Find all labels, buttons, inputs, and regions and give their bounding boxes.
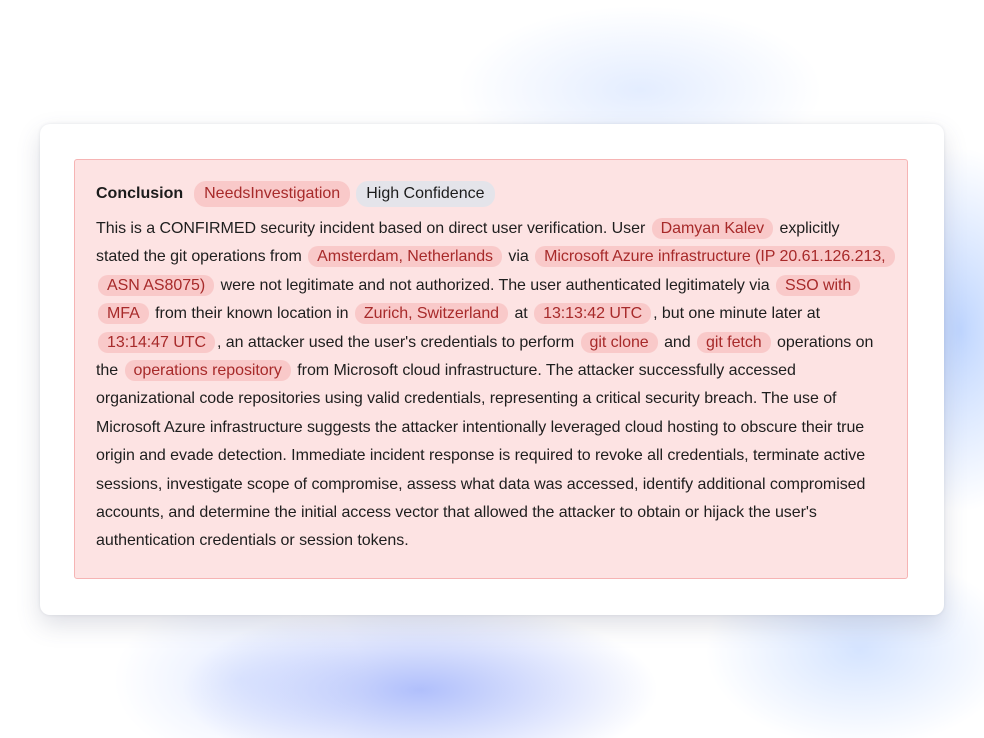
summary-text: at — [514, 305, 528, 323]
entity-chip-operation: git fetch — [697, 332, 771, 353]
conclusion-card — [40, 124, 944, 615]
entity-chip-time: 13:13:42 UTC — [534, 303, 651, 324]
confidence-badge: High Confidence — [356, 181, 494, 207]
entity-chip-auth-method: SSO with MFA — [98, 275, 860, 324]
summary-text: were not legitimate and not authorized. The user authenticated legitimately via — [220, 276, 770, 294]
summary-text: from Microsoft cloud infrastructure. The attacker successfully accessed organizational code repositories using valid credentials, representing a critical security breach. The use of Microsoft Azure infrastructure suggests the attacker intentionally leveraged cloud hosting to obscure their true origin and evade detection. Immediate incident response is required to revoke all credentials, terminate active sessions, investigate scope of compromise, assess what data was accessed, identify additional compromised accounts, and determine the initial access vector that allowed the attacker to obtain or hijack the user's authentication credentials or session tokens. — [96, 362, 866, 550]
summary-text: and — [664, 333, 691, 351]
status-badge: NeedsInvestigation — [194, 181, 350, 207]
entity-chip-repository: operations repository — [125, 360, 291, 381]
entity-chip-infrastructure: Microsoft Azure infrastructure (IP 20.61.126.213, ASN AS8075) — [98, 246, 895, 295]
entity-chip-location: Amsterdam, Netherlands — [308, 246, 502, 267]
conclusion-title: Conclusion — [96, 185, 184, 202]
summary-text: explicitly stated the git operations from — [96, 220, 840, 266]
summary-text: This is a CONFIRMED security incident based on direct user verification. User — [96, 220, 646, 237]
conclusion-header — [96, 182, 887, 206]
summary-text: from their known location in — [155, 305, 349, 323]
conclusion-summary — [96, 215, 887, 556]
entity-chip-user: Damyan Kalev — [652, 218, 773, 239]
summary-text: , an attacker used the user's credentials to perform — [217, 333, 575, 351]
summary-text: via — [508, 248, 529, 266]
entity-chip-time: 13:14:47 UTC — [98, 332, 215, 353]
conclusion-panel — [74, 159, 908, 579]
entity-chip-operation: git clone — [581, 332, 658, 353]
entity-chip-location: Zurich, Switzerland — [355, 303, 508, 324]
summary-text: operations on the — [96, 333, 874, 380]
summary-text: , but one minute later at — [653, 305, 820, 323]
